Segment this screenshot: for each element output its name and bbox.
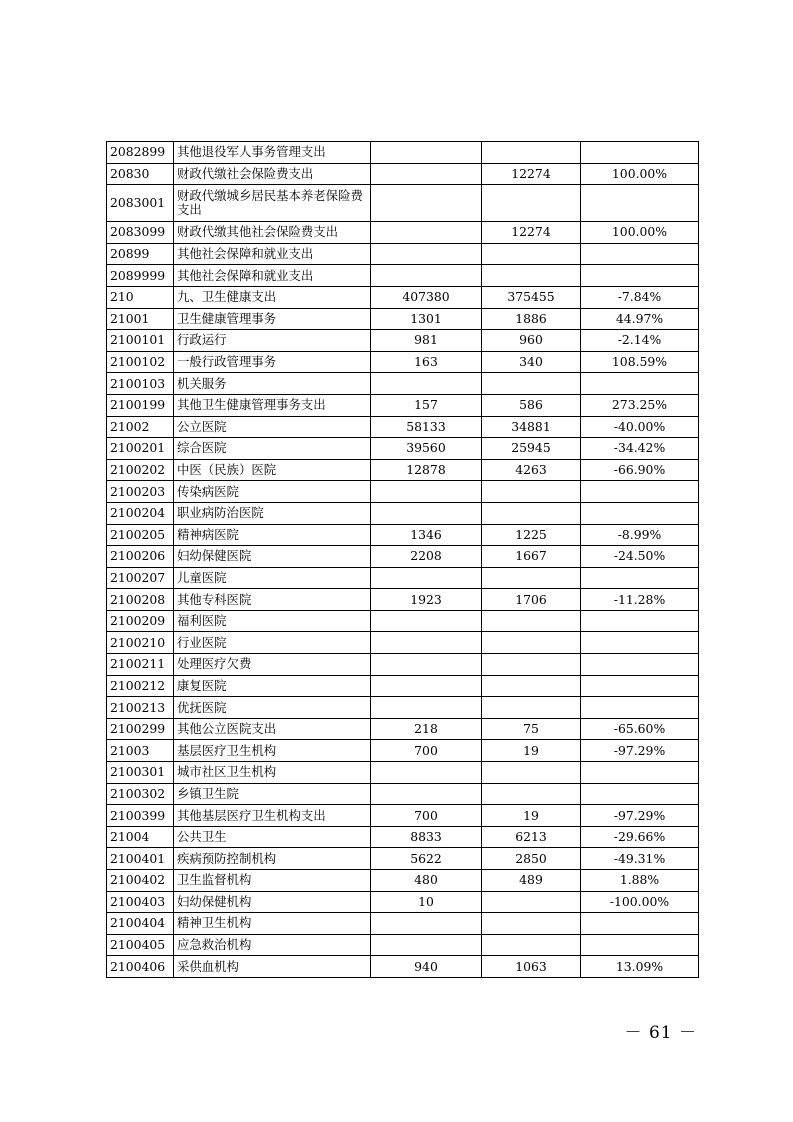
cell-code: 2100203 [107,481,174,503]
cell-name: 公共卫生 [174,826,371,848]
cell-value-a [371,142,482,164]
cell-value-a: 39560 [371,438,482,460]
cell-value-b: 4263 [482,459,581,481]
cell-name: 传染病医院 [174,481,371,503]
cell-value-b: 960 [482,330,581,352]
table-row [107,142,699,164]
cell-change-rate: -2.14% [581,330,699,352]
cell-name: 福利医院 [174,610,371,632]
cell-value-a: 10 [371,891,482,913]
cell-code: 2083099 [107,222,174,244]
cell-value-b [482,481,581,503]
table-row [107,913,699,935]
table-row [107,308,699,330]
cell-change-rate [581,567,699,589]
cell-value-a: 1346 [371,524,482,546]
cell-name: 其他退役军人事务管理支出 [174,142,371,164]
table-row [107,185,699,222]
cell-value-b: 12274 [482,163,581,185]
cell-value-b [482,697,581,719]
table-row [107,697,699,719]
cell-change-rate: -97.29% [581,740,699,762]
cell-code: 2100211 [107,654,174,676]
cell-value-b [482,891,581,913]
cell-value-a [371,783,482,805]
cell-value-a: 2208 [371,546,482,568]
cell-name: 财政代缴城乡居民基本养老保险费支出 [174,185,371,222]
cell-value-b [482,913,581,935]
cell-name: 精神病医院 [174,524,371,546]
cell-change-rate: -65.60% [581,718,699,740]
cell-name: 优抚医院 [174,697,371,719]
cell-value-a [371,163,482,185]
cell-value-b [482,373,581,395]
cell-value-a [371,567,482,589]
cell-value-a [371,632,482,654]
cell-change-rate: -29.66% [581,826,699,848]
table-row [107,589,699,611]
cell-change-rate [581,632,699,654]
cell-value-a: 1301 [371,308,482,330]
table-row [107,546,699,568]
cell-name: 中医（民族）医院 [174,459,371,481]
table-row [107,481,699,503]
cell-value-b: 1667 [482,546,581,568]
cell-change-rate: 13.09% [581,956,699,978]
cell-change-rate: 108.59% [581,351,699,373]
cell-value-a [371,185,482,222]
cell-name: 行业医院 [174,632,371,654]
table-row [107,351,699,373]
cell-change-rate [581,481,699,503]
cell-value-a: 163 [371,351,482,373]
cell-name: 妇幼保健机构 [174,891,371,913]
table-row [107,826,699,848]
cell-value-a: 5622 [371,848,482,870]
table-row [107,675,699,697]
cell-value-b: 25945 [482,438,581,460]
cell-change-rate [581,265,699,287]
table-row [107,718,699,740]
cell-code: 2100199 [107,394,174,416]
table-row [107,222,699,244]
cell-change-rate: -11.28% [581,589,699,611]
cell-change-rate [581,913,699,935]
cell-code: 2100401 [107,848,174,870]
cell-code: 21003 [107,740,174,762]
cell-value-a [371,265,482,287]
cell-value-a: 407380 [371,286,482,308]
cell-code: 20830 [107,163,174,185]
cell-code: 21004 [107,826,174,848]
cell-code: 2100101 [107,330,174,352]
cell-value-a [371,610,482,632]
cell-code: 2100301 [107,762,174,784]
cell-value-b: 1225 [482,524,581,546]
cell-name: 机关服务 [174,373,371,395]
cell-value-b [482,762,581,784]
cell-name: 乡镇卫生院 [174,783,371,805]
cell-change-rate [581,502,699,524]
cell-name: 卫生监督机构 [174,870,371,892]
cell-name: 其他专科医院 [174,589,371,611]
cell-name: 财政代缴社会保险费支出 [174,163,371,185]
cell-value-b [482,502,581,524]
cell-code: 2100201 [107,438,174,460]
cell-name: 采供血机构 [174,956,371,978]
cell-value-b: 2850 [482,848,581,870]
cell-value-b [482,185,581,222]
table-row [107,848,699,870]
cell-code: 2100302 [107,783,174,805]
cell-value-b [482,934,581,956]
cell-change-rate [581,697,699,719]
cell-value-b: 19 [482,740,581,762]
cell-value-b [482,610,581,632]
cell-value-b [482,265,581,287]
cell-change-rate: -66.90% [581,459,699,481]
cell-change-rate: -7.84% [581,286,699,308]
cell-change-rate: 100.00% [581,222,699,244]
cell-code: 2100204 [107,502,174,524]
cell-change-rate [581,934,699,956]
cell-code: 210 [107,286,174,308]
cell-change-rate [581,373,699,395]
cell-name: 九、卫生健康支出 [174,286,371,308]
cell-name: 其他社会保障和就业支出 [174,243,371,265]
cell-value-a [371,762,482,784]
cell-code: 2100208 [107,589,174,611]
table-row [107,416,699,438]
cell-code: 20899 [107,243,174,265]
cell-code: 2100103 [107,373,174,395]
cell-value-a [371,243,482,265]
table-row [107,243,699,265]
cell-change-rate: 1.88% [581,870,699,892]
cell-value-a [371,934,482,956]
table-row [107,610,699,632]
cell-code: 2100212 [107,675,174,697]
cell-value-a [371,481,482,503]
cell-value-b [482,243,581,265]
table-row [107,265,699,287]
cell-code: 2100404 [107,913,174,935]
cell-change-rate: 273.25% [581,394,699,416]
page-number: － 61 － [624,1023,697,1043]
cell-value-a: 218 [371,718,482,740]
cell-code: 2100202 [107,459,174,481]
cell-value-a [371,675,482,697]
table-body [107,142,699,978]
table-row [107,740,699,762]
table-row [107,654,699,676]
cell-name: 城市社区卫生机构 [174,762,371,784]
cell-code: 2100405 [107,934,174,956]
cell-code: 2100102 [107,351,174,373]
cell-change-rate [581,610,699,632]
table-row [107,438,699,460]
cell-change-rate: 44.97% [581,308,699,330]
cell-change-rate: -40.00% [581,416,699,438]
cell-name: 行政运行 [174,330,371,352]
cell-value-a: 700 [371,805,482,827]
cell-code: 2082899 [107,142,174,164]
cell-value-b: 34881 [482,416,581,438]
cell-code: 2100210 [107,632,174,654]
cell-value-b: 1706 [482,589,581,611]
cell-value-b: 489 [482,870,581,892]
cell-name: 精神卫生机构 [174,913,371,935]
cell-name: 一般行政管理事务 [174,351,371,373]
cell-value-b: 375455 [482,286,581,308]
cell-value-a: 700 [371,740,482,762]
cell-name: 其他社会保障和就业支出 [174,265,371,287]
cell-change-rate [581,762,699,784]
cell-value-b [482,567,581,589]
cell-change-rate: 100.00% [581,163,699,185]
cell-change-rate [581,783,699,805]
cell-name: 疾病预防控制机构 [174,848,371,870]
cell-change-rate: -34.42% [581,438,699,460]
cell-code: 2100206 [107,546,174,568]
cell-value-b: 75 [482,718,581,740]
table-row [107,956,699,978]
table-row [107,934,699,956]
cell-value-a: 12878 [371,459,482,481]
cell-change-rate: -8.99% [581,524,699,546]
cell-value-b: 1886 [482,308,581,330]
cell-change-rate [581,142,699,164]
cell-name: 卫生健康管理事务 [174,308,371,330]
cell-value-b [482,142,581,164]
table-row [107,459,699,481]
cell-code: 21001 [107,308,174,330]
table-row [107,330,699,352]
cell-value-a: 58133 [371,416,482,438]
cell-name: 康复医院 [174,675,371,697]
cell-code: 2100207 [107,567,174,589]
cell-name: 职业病防治医院 [174,502,371,524]
cell-value-b [482,654,581,676]
cell-name: 应急救治机构 [174,934,371,956]
cell-name: 公立医院 [174,416,371,438]
cell-value-a [371,373,482,395]
cell-code: 2100299 [107,718,174,740]
cell-value-b: 340 [482,351,581,373]
cell-name: 财政代缴其他社会保险费支出 [174,222,371,244]
cell-name: 基层医疗卫生机构 [174,740,371,762]
cell-code: 21002 [107,416,174,438]
cell-value-a: 480 [371,870,482,892]
table-row [107,286,699,308]
budget-table [106,141,699,978]
cell-value-b [482,675,581,697]
cell-value-a: 1923 [371,589,482,611]
cell-value-a: 8833 [371,826,482,848]
table-row [107,502,699,524]
cell-value-b: 12274 [482,222,581,244]
cell-value-a [371,222,482,244]
table-row [107,524,699,546]
cell-value-b [482,632,581,654]
cell-code: 2100205 [107,524,174,546]
cell-change-rate: -24.50% [581,546,699,568]
cell-name: 其他基层医疗卫生机构支出 [174,805,371,827]
cell-name: 其他卫生健康管理事务支出 [174,394,371,416]
cell-name: 处理医疗欠费 [174,654,371,676]
table-row [107,163,699,185]
table-row [107,373,699,395]
cell-name: 儿童医院 [174,567,371,589]
cell-code: 2100213 [107,697,174,719]
table-row [107,567,699,589]
cell-value-b: 1063 [482,956,581,978]
table-row [107,762,699,784]
cell-code: 2100403 [107,891,174,913]
cell-change-rate [581,185,699,222]
cell-change-rate [581,675,699,697]
cell-value-a: 940 [371,956,482,978]
cell-value-b [482,783,581,805]
cell-change-rate: -100.00% [581,891,699,913]
cell-code: 2089999 [107,265,174,287]
cell-value-b: 19 [482,805,581,827]
cell-change-rate: -49.31% [581,848,699,870]
cell-value-b: 586 [482,394,581,416]
cell-code: 2100209 [107,610,174,632]
cell-code: 2083001 [107,185,174,222]
cell-value-a: 157 [371,394,482,416]
table-row [107,632,699,654]
cell-name: 其他公立医院支出 [174,718,371,740]
cell-value-a: 981 [371,330,482,352]
cell-value-a [371,502,482,524]
cell-change-rate: -97.29% [581,805,699,827]
table-row [107,394,699,416]
cell-code: 2100399 [107,805,174,827]
cell-code: 2100406 [107,956,174,978]
cell-code: 2100402 [107,870,174,892]
cell-change-rate [581,243,699,265]
cell-name: 妇幼保健医院 [174,546,371,568]
table-row [107,891,699,913]
cell-value-a [371,697,482,719]
cell-value-a [371,654,482,676]
cell-value-b: 6213 [482,826,581,848]
table-row [107,805,699,827]
cell-change-rate [581,654,699,676]
table-row [107,870,699,892]
cell-name: 综合医院 [174,438,371,460]
cell-value-a [371,913,482,935]
table-row [107,783,699,805]
